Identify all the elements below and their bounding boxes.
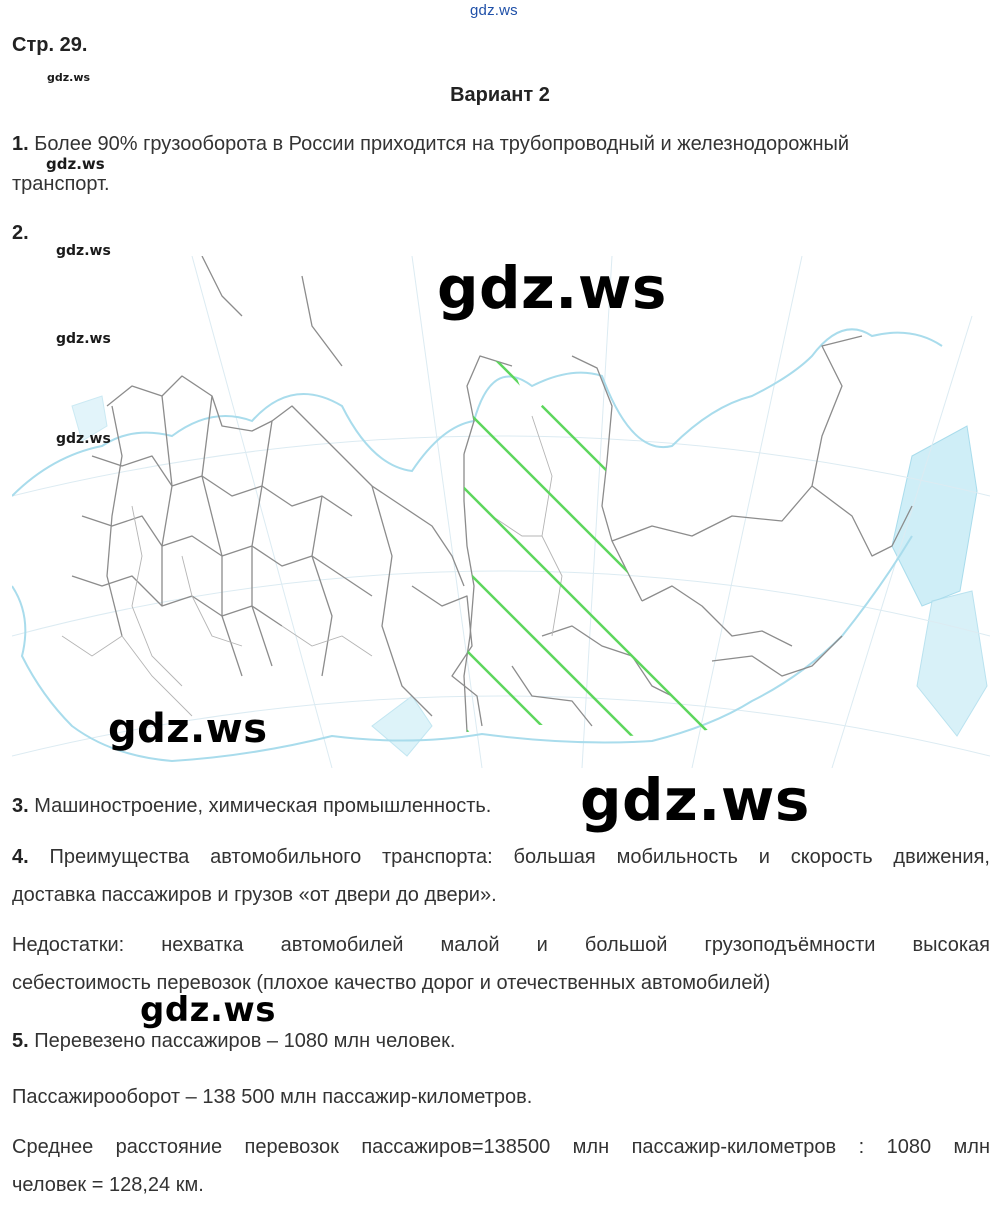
answer-2-label xyxy=(12,213,29,253)
russia-map xyxy=(12,256,990,768)
watermark-large: gdz.ws xyxy=(580,766,810,834)
answer-number: 2. xyxy=(12,222,29,244)
watermark-small: gdz.ws xyxy=(56,243,111,259)
map-hatching xyxy=(12,256,892,768)
region-borders xyxy=(72,256,912,732)
water-bodies xyxy=(72,396,987,756)
answer-3 xyxy=(12,786,491,826)
answer-5-line-1 xyxy=(12,1021,455,1061)
watermark-small: gdz.ws xyxy=(56,431,111,447)
answer-5-line-2: Пассажирооборот – 138 500 млн пассажир-километров. xyxy=(12,1086,533,1108)
watermark-small: gdz.ws xyxy=(47,71,91,84)
answer-4-line-4: себестоимость перевозок (плохое качество дорог и отечественных автомобилей) xyxy=(12,972,771,994)
answer-number: 3. xyxy=(12,795,29,817)
watermark-large: gdz.ws xyxy=(437,254,667,322)
answer-5-line-3: Среднее расстояние перевозок пассажиров=138500 млн пассажир-километров : 1080 млн xyxy=(12,1136,990,1158)
answer-number: 5. xyxy=(12,1030,29,1052)
answer-1-line-2: транспорт. xyxy=(12,173,110,195)
graticule xyxy=(12,256,990,768)
answer-text: Преимущества автомобильного транспорта: большая мобильность и скорость движения, xyxy=(49,846,990,868)
watermark-top: gdz.ws xyxy=(470,2,518,19)
watermark-large: gdz.ws xyxy=(140,990,277,1030)
answer-text: Машиностроение, химическая промышленность. xyxy=(34,795,492,817)
watermark-large: gdz.ws xyxy=(108,706,268,752)
answer-1-line-1 xyxy=(12,124,849,164)
watermark-small: gdz.ws xyxy=(46,155,105,173)
answer-text: Более 90% грузооборота в России приходится на трубопроводный и железнодорожный xyxy=(34,133,850,155)
answer-text: Перевезено пассажиров – 1080 млн человек. xyxy=(34,1030,456,1052)
answer-number: 1. xyxy=(12,133,29,155)
answer-5-line-4: человек = 128,24 км. xyxy=(12,1174,204,1196)
answer-number: 4. xyxy=(12,846,29,868)
page-number: Стр. 29. xyxy=(12,34,88,56)
answer-4-line-2: доставка пассажиров и грузов «от двери до двери». xyxy=(12,884,497,906)
variant-title: Вариант 2 xyxy=(450,84,550,106)
answer-4-line-1 xyxy=(12,837,990,877)
watermark-small: gdz.ws xyxy=(56,331,111,347)
answer-4-line-3: Недостатки: нехватка автомобилей малой и большой грузоподъёмности высокая xyxy=(12,934,990,956)
